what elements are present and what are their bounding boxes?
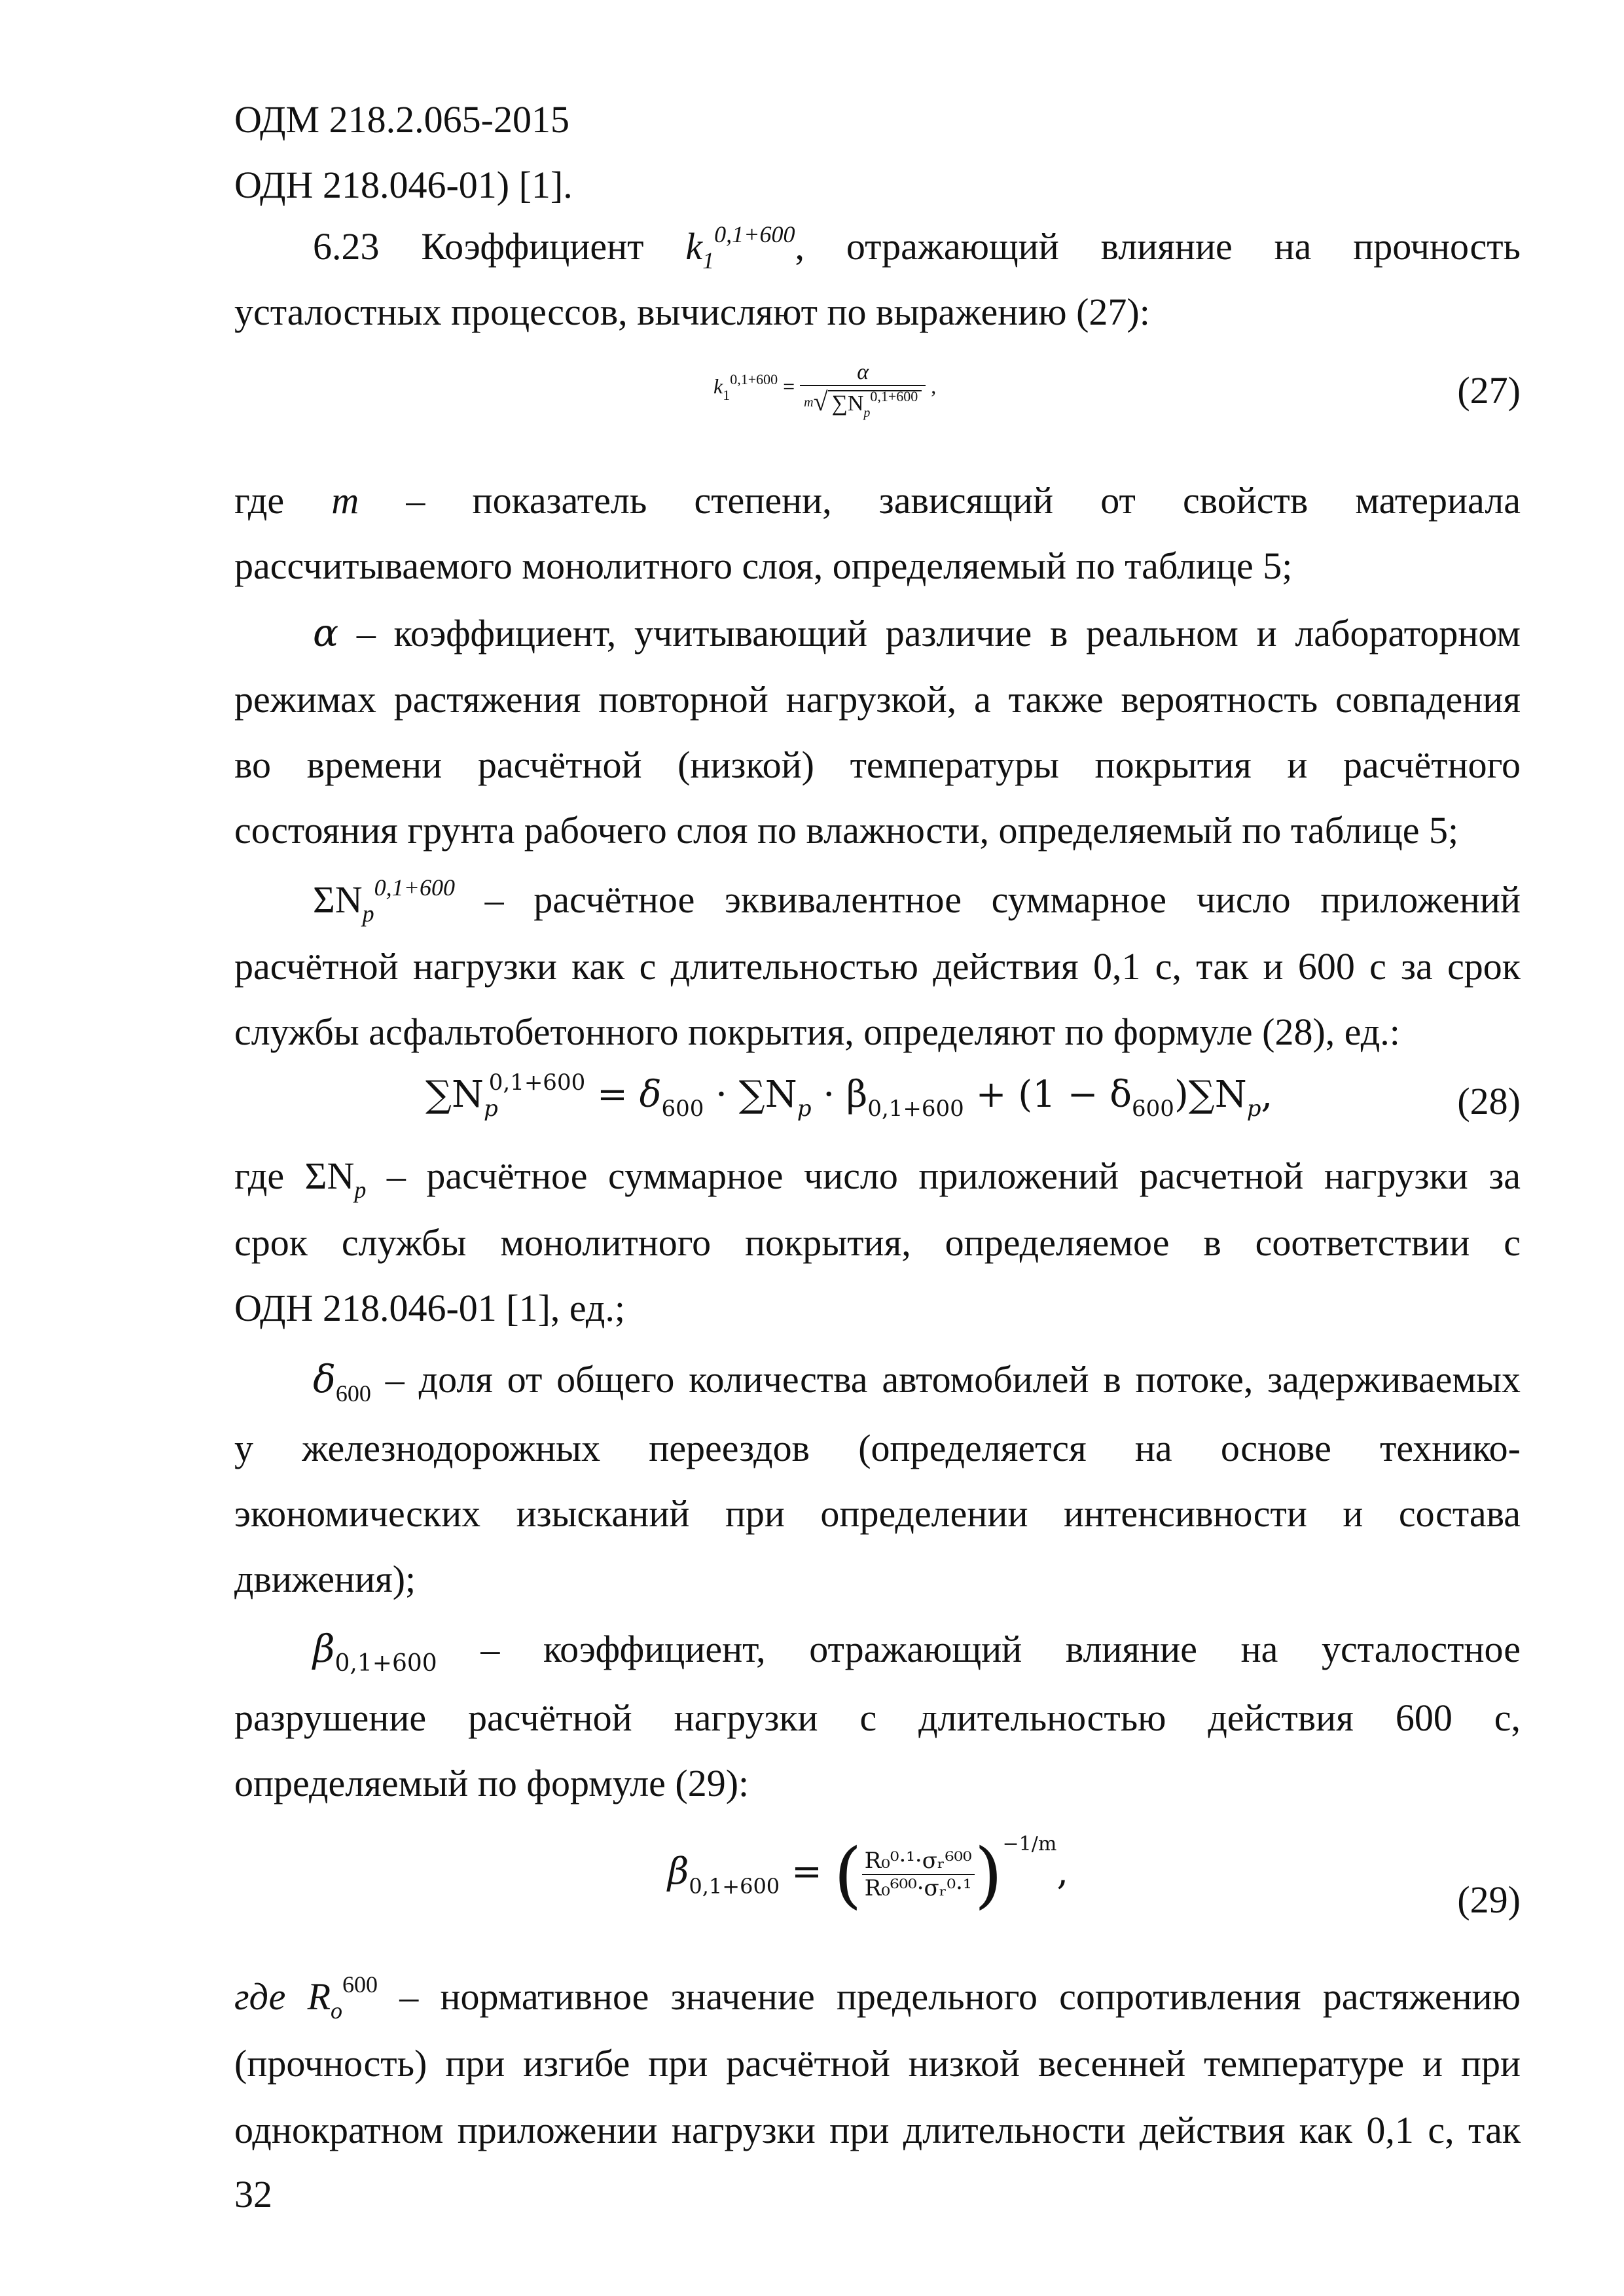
- document-code: ОДМ 218.2.065-2015: [234, 98, 569, 141]
- text-line: во времени расчётной (низкой) температуры покрытия и расчётного: [234, 744, 1521, 786]
- text-line: где m – показатель степени, зависящий от свойств материала: [234, 479, 1521, 522]
- text-line: у железнодорожных переездов (определяется на основе технико-: [234, 1427, 1521, 1469]
- page-number: 32: [234, 2173, 272, 2215]
- formula-27: $k_1^{0,1+600}$ = $\frac{\alpha}{m√ \sum N_p^{0,1+600}}$ ,: [713, 360, 937, 420]
- paragraph-6-23-line-2: усталостных процессов, вычисляют по выражению (27):: [234, 291, 1150, 333]
- text-line: где $\Sigma N_p$ – расчётное суммарное число приложений расчетной нагрузки за: [234, 1155, 1521, 1203]
- text-line: срок службы монолитного покрытия, определяемое в соответствии с: [234, 1221, 1521, 1264]
- text-line: рассчитываемого монолитного слоя, определяемый по таблице 5;: [234, 545, 1293, 587]
- text-line: определяемый по формуле (29):: [234, 1762, 749, 1804]
- formula-28: $\sum N_p^{0,1+600} = \delta_{600} \cdot \sum N_p \cdot \beta_{0,1+600} + (1 - \delta_{600})\sum N_p$,: [425, 1069, 1273, 1122]
- paragraph-6-23-line-1: 6.23 Коэффициент $k_1^{0,1+600}$, отражающий влияние на прочность: [313, 221, 1521, 274]
- equation-number-28: (28): [1457, 1080, 1521, 1122]
- text-line: состояния грунта рабочего слоя по влажности, определяемый по таблице 5;: [234, 809, 1459, 852]
- text-line: $\beta_{0,1+600}$ – коэффициент, отражающий влияние на усталостное: [313, 1626, 1521, 1677]
- text-line: α – коэффициент, учитывающий различие в реальном и лабораторном: [313, 611, 1521, 655]
- text-line: разрушение расчётной нагрузки с длительностью действия 600 с,: [234, 1696, 1521, 1739]
- text-line: $\delta_{600}$ – доля от общего количества автомобилей в потоке, задерживаемых: [313, 1357, 1521, 1407]
- text-line: ОДН 218.046-01) [1].: [234, 164, 573, 206]
- text-line: режимах растяжения повторной нагрузкой, а также вероятность совпадения: [234, 678, 1521, 721]
- text-line: экономических изысканий при определении интенсивности и состава: [234, 1492, 1521, 1535]
- text-line: расчётной нагрузки как с длительностью действия 0,1 с, так и 600 с за срок: [234, 945, 1521, 988]
- text-line: однократном приложении нагрузки при длительности действия как 0,1 с, так: [234, 2109, 1521, 2151]
- text-line: где $R_o^{600}$ – нормативное значение предельного сопротивления растяжению: [234, 1971, 1521, 2024]
- text-line: движения);: [234, 1558, 416, 1600]
- text-line: (прочность) при изгибе при расчётной низкой весенней температуре и при: [234, 2042, 1521, 2085]
- text-line: $\Sigma N_p^{0,1+600}$ – расчётное эквивалентное суммарное число приложений: [313, 874, 1521, 927]
- text-line: ОДН 218.046-01 [1], ед.;: [234, 1287, 625, 1329]
- equation-number-27: (27): [1457, 369, 1521, 412]
- text-line: службы асфальтобетонного покрытия, определяют по формуле (28), ед.:: [234, 1011, 1400, 1053]
- formula-29: $\beta_{0,1+600}$ = ( $\frac{\text{R₀⁰·¹·σᵣ⁶⁰⁰}}{\text{R₀⁶⁰⁰·σᵣ⁰·¹}}$ )$^{-1/m}$,: [668, 1832, 1069, 1916]
- equation-number-29: (29): [1457, 1878, 1521, 1921]
